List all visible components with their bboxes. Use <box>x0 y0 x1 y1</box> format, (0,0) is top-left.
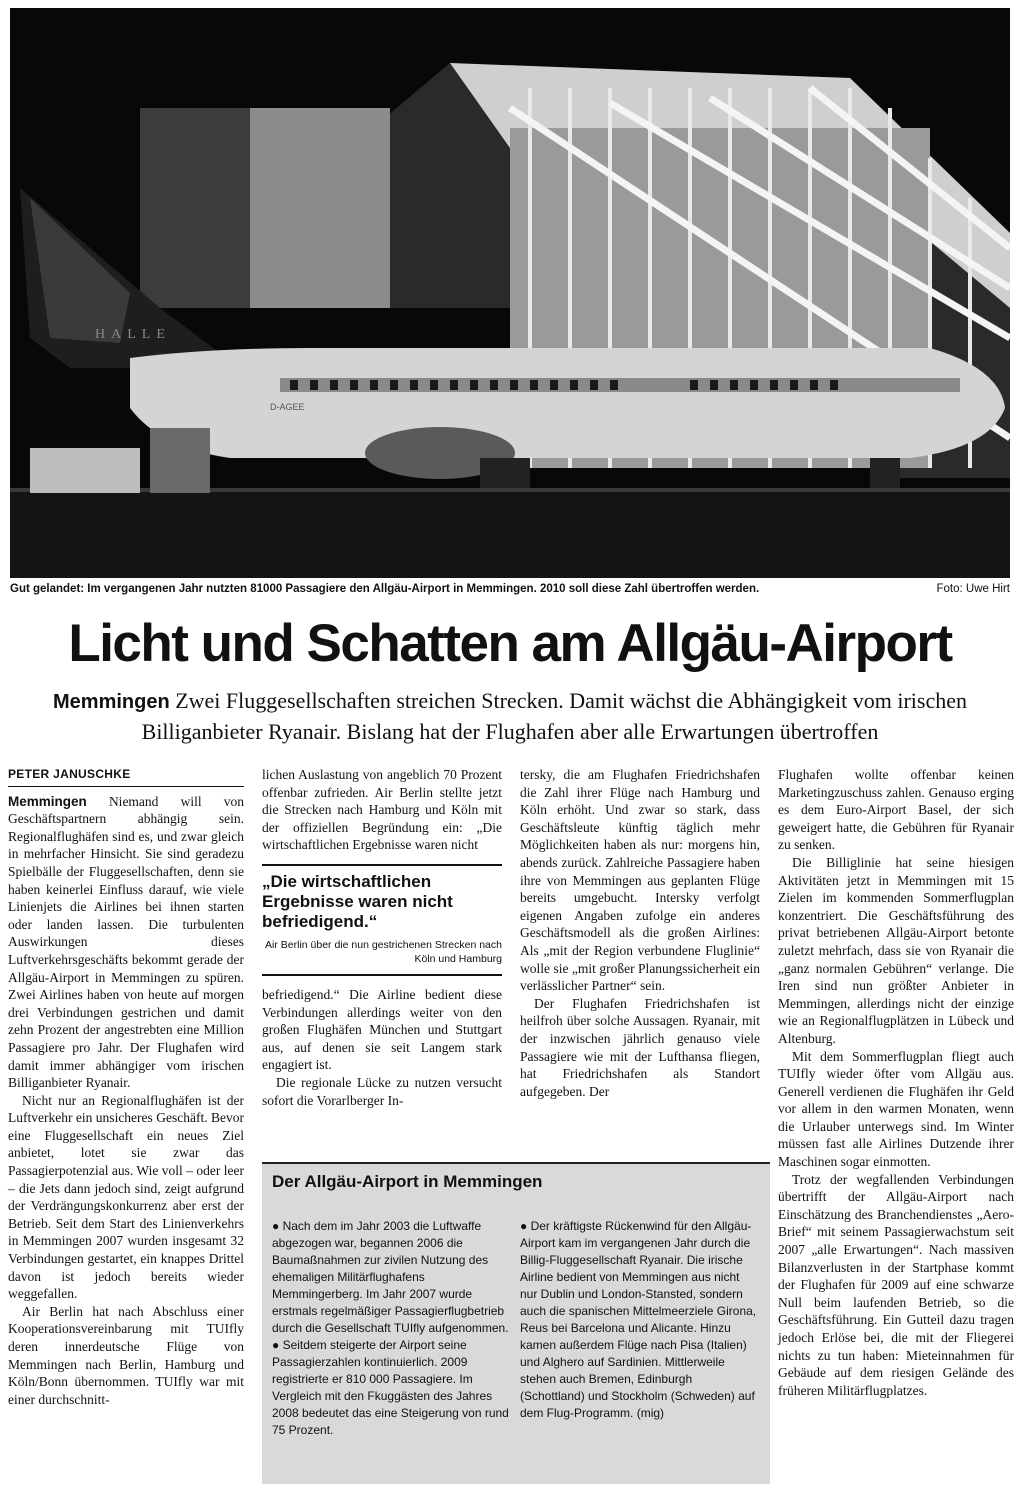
paragraph-text: Niemand will von Geschäftspartnern abhängig sein. Regionalflughäfen sind es, und zwar gleich in mehrfacher Hinsicht. Sie sind geradezu Spielbälle der Fluggesellschaften, denn sie haben keinerlei Einfluss darauf, wie viele Linienjets die Airlines bei ihnen starten oder landen lassen. Die turbulenten Auswirkungen dieses Luftverkehrsgeschäfts bekommt gerade der Allgäu-Airport in Memmingen zu spüren. Zwei Airlines haben von heute auf morgen drei Verbindungen gestrichen und damit zehn Prozent der angestrebten eine Million Passagiere pro Jahr. Der Flughafen wird damit immer abhängiger vom irischen Billiganbieter Ryanair. <box>8 793 244 1091</box>
article-column-2 <box>262 766 502 1109</box>
paragraph: Die Billiglinie hat seine hiesigen Aktivitäten jetzt in Memmingen mit 15 Zielen im kommenden Sommerflugplan konzentriert. Die Geschäftsführung des privat betriebenen Allgäu-Airport betonte zuletzt mehrfach, dass sie von Ryanair die „ganz normalen Gebühren“ verlange. Die Iren sind nun größter Anbieter in Memmingen, allerdings nicht der einzige wie an Regionalflugplätzen in Lübeck und Altenburg. <box>778 854 1014 1046</box>
info-box-right-column <box>520 1218 760 1422</box>
paragraph: Air Berlin hat nach Abschluss einer Kooperationsvereinbarung mit TUIfly deren innerdeutsche Flüge von Memmingen nach Berlin, Hamburg und Köln/Bonn übernommen. TUIfly war mit einer durchschnitt- <box>8 1303 244 1407</box>
paragraph: lichen Auslastung von angeblich 70 Prozent offenbar zufrieden. Air Berlin stellte jetzt die Strecken nach Hamburg und Köln mit der offiziellen Begründung ein: „Die wirtschaftlichen Ergebnisse waren nicht <box>262 767 502 853</box>
paragraph: tersky, die am Flughafen Friedrichshafen die Zahl ihrer Flüge nach Hamburg und Köln erhöht. Und zwar so stark, dass Geschäftsleute künftig täglich mehr Möglichkeiten haben als nur: morgens hin, abends zurück. Zahlreiche Passagiere haben ihre von Memmingen aus geplanten Flüge bereits umgebucht. Intersky verfolgt eigenen Angaben zufolge ein anderes Geschäftsmodell als die großen Airlines: Als „mit der Region verbundene Fluglinie“ wolle sie „mit großer Planungssicherheit ein verlässlicher Partner“ sein. <box>520 767 760 994</box>
paragraph: Trotz der wegfallenden Verbindungen übertrifft der Allgäu-Airport nach Einschätzung des Branchendienstes „Aero-Brief“ mit seinem Passagierwachstum seit 2007 „alle Erwartungen“. Nach massiven Bilanzverlusten in der Startphase kommt der Flughafen für 2009 auf eine schwarze Null beim laufenden Betrieb, so die Geschäftsführung. Ein Gutteil dazu tragen jedoch Erlöse bei, die mit der Fliegerei nichts zu tun haben: Mieteinnahmen für Gebäude auf dem riesigen Gelände des früheren Militärflugplatzes. <box>778 1171 1014 1398</box>
info-paragraph: ● Nach dem im Jahr 2003 die Luftwaffe abgezogen war, begannen 2006 die Baumaßnahmen zur zivilen Nutzung des ehemaligen Militärflughafens Memmingerberg. Im Jahr 2007 wurde erstmals regelmäßiger Passagierflugbetrieb durch die Gesellschaft TUIfly aufgenommen. <box>272 1219 509 1335</box>
byline: PETER JANUSCHKE <box>8 766 244 787</box>
headline: Licht und Schatten am Allgäu-Airport <box>68 614 952 673</box>
article-column-3 <box>520 766 760 1100</box>
paragraph <box>8 793 244 1092</box>
paragraph: Flughafen wollte offenbar keinen Marketingzuschuss zahlen. Genauso erging es dem Euro-Airport Basel, der sich geweigert hatte, die Gebühren für Ryanair zu senken. <box>778 767 1014 853</box>
paragraph: Die regionale Lücke zu nutzen versucht sofort die Vorarlberger In- <box>262 1074 502 1108</box>
caption-text: Gut gelandet: Im vergangenen Jahr nutzten 81000 Passagiere den Allgäu-Airport in Memmingen. 2010 soll diese Zahl übertroffen werden. <box>10 583 760 595</box>
article-column-4 <box>778 766 1014 1399</box>
airport-photo-drawing <box>10 8 1010 578</box>
aircraft-registration: D-AGEE <box>270 402 305 412</box>
info-paragraph: ● Der kräftigste Rückenwind für den Allgäu-Airport kam im vergangenen Jahr durch die Billig-Fluggesellschaft Ryanair. Die irische Airline bedient von Memmingen aus nicht nur Dublin und London-Stansted, sondern auch die spanischen Mittelmeerziele Girona, Reus bei Barcelona und Alicante. Hinzu kamen außerdem Flüge nach Pisa (Italien) und Alghero auf Sardinien. Mittlerweile stehen auch Bremen, Edinburgh (Schottland) und Stockholm (Schweden) auf dem Flug-Programm. (mig) <box>520 1219 757 1420</box>
paragraph: Nicht nur an Regionalflughäfen ist der Luftverkehr ein unsicheres Geschäft. Bevor eine Fluggesellschaft ein neues Ziel anbietet, lotet sie zwar das Passagierpotenzial aus. Wie voll – oder leer – die Jets dann jedoch sind, zeigt aufgrund der Verdrängungskonkurrenz aber erst der Betrieb. Seit dem Start des Linienverkehrs in Memmingen 2007 wurden insgesamt 32 Verbindungen gestartet, ein knappes Drittel davon ist jedoch bereits wieder weggefallen. <box>8 1092 244 1302</box>
pull-quote <box>262 864 502 976</box>
photo-credit: Foto: Uwe Hirt <box>936 583 1010 595</box>
info-box-title: Der Allgäu-Airport in Memmingen <box>272 1172 543 1191</box>
airport-photo <box>10 8 1010 578</box>
paragraph: Der Flughafen Friedrichshafen ist heilfroh über solche Aussagen. Ryanair, mit der inzwischen jährlich genauso viele Passagiere wie mit der Lufthansa fliegen, hat Friedrichshafen als Standort aufgegeben. Der <box>520 995 760 1099</box>
info-box-left-column <box>272 1218 512 1439</box>
info-box <box>262 1162 770 1484</box>
subhead-text: Zwei Fluggesellschaften streichen Strecken. Damit wächst die Abhängigkeit vom irischen Billiganbieter Ryanair. Bislang hat der Flughafen aber alle Erwartungen übertroffen <box>141 688 967 744</box>
paragraph: Mit dem Sommerflugplan fliegt auch TUIfly wieder öfter vom Allgäu aus. Generell verdienen die Flughäfen ihr Geld vor allem in den warmen Monaten, wenn die Urlauber unterwegs sind. Im Winter müssen fast alle Airlines Dutzende ihrer Maschinen sogar einmotten. <box>778 1048 1014 1170</box>
subhead-location: Memmingen <box>53 691 170 713</box>
dateline: Memmingen <box>8 793 87 809</box>
info-paragraph: ● Seitdem steigerte der Airport seine Passagierzahlen kontinuierlich. 2009 registrierte er 810 000 Passagiere. Im Vergleich mit den Fkuggästen des Jahres 2008 bedeutet das eine Steigerung von rund 75 Prozent. <box>272 1338 509 1437</box>
paragraph: befriedigend.“ Die Airline bedient diese Verbindungen allerdings weiter von den großen Flughäfen München und Stuttgart aus, auf denen sie seit Langem stark engagiert ist. <box>262 986 502 1073</box>
hangar-sign: HALLE <box>95 327 171 342</box>
pull-quote-source: Air Berlin über die nun gestrichenen Strecken nach Köln und Hamburg <box>265 938 502 965</box>
photo-caption <box>10 580 1010 598</box>
pull-quote-text: „Die wirtschaftlichen Ergebnisse waren nicht befriedigend.“ <box>262 871 453 931</box>
subheadline <box>10 686 1010 746</box>
article-column-1 <box>8 766 244 1408</box>
